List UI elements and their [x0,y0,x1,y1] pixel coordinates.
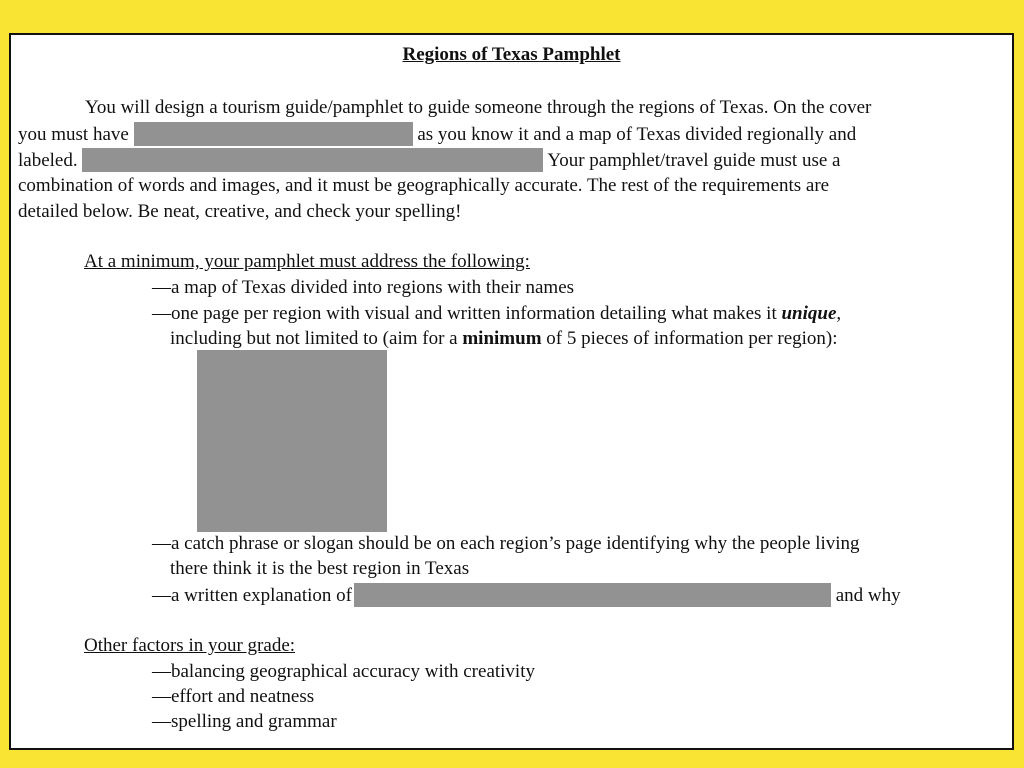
list-item: —spelling and grammar [152,711,337,732]
list-item: —a map of Texas divided into regions with their names [152,277,575,298]
emphasis: unique [781,303,837,324]
intro-line: detailed below. Be neat, creative, and check your spelling! [18,201,462,222]
text: as you know it and a map of Texas divided regionally and [417,124,857,145]
list-item [152,302,841,326]
emphasis: minimum [462,328,542,349]
list-item: —effort and neatness [152,686,315,707]
redaction-block [197,350,387,532]
minimum-heading: At a minimum, your pamphlet must address the following: [84,251,530,272]
text: —a written explanation of [152,585,352,606]
intro-line [18,148,840,173]
list-item: —a catch phrase or slogan should be on each region’s page identifying why the people living [152,533,860,554]
redaction [354,583,831,607]
text: labeled. [18,150,78,171]
list-item-cont: there think it is the best region in Texas [170,558,470,579]
text: , [836,303,842,324]
intro-line: You will design a tourism guide/pamphlet to guide someone through the regions of Texas. On the cover [85,97,872,118]
text: of 5 pieces of information per region): [541,328,838,349]
list-item: —balancing geographical accuracy with creativity [152,661,535,682]
intro-line: combination of words and images, and it must be geographically accurate. The rest of the requirements are [18,175,830,196]
page-title: Regions of Texas Pamphlet [402,44,621,65]
document-page [9,33,1014,750]
list-item [152,583,901,608]
redaction [134,122,413,146]
other-heading: Other factors in your grade: [84,635,296,656]
text: and why [835,585,901,606]
redaction [82,148,543,172]
text: Your pamphlet/travel guide must use a [547,150,841,171]
text: —one page per region with visual and written information detailing what makes it [152,303,782,324]
intro-line [18,122,856,147]
text: you must have [18,124,129,145]
text: including but not limited to (aim for a [170,328,463,349]
list-item-cont [170,327,838,351]
